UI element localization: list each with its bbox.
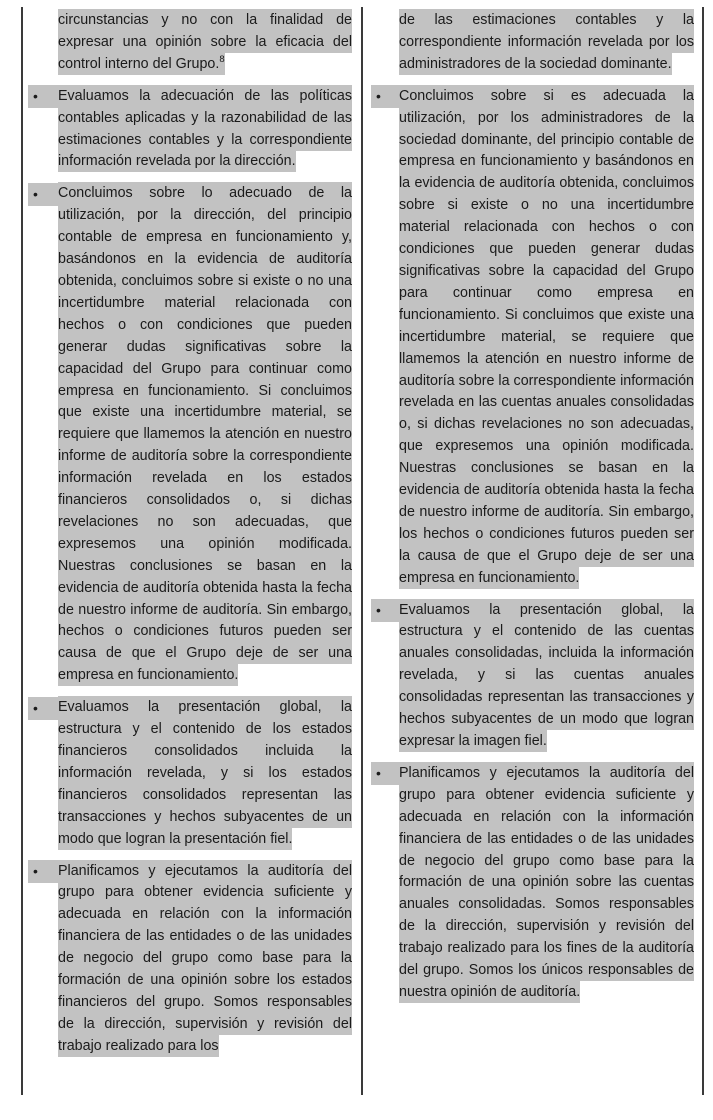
bullet-glyph: • xyxy=(33,185,38,202)
bullet-item xyxy=(24,697,352,850)
bullet-marker xyxy=(371,599,399,622)
paragraph-text: de las estimaciones contables y la correspondiente información revelada por los administradores de la sociedad dominante. xyxy=(399,9,694,75)
bullet-glyph: • xyxy=(33,863,38,880)
bullet-glyph: • xyxy=(33,699,38,716)
bullet-item xyxy=(368,763,694,1004)
bullet-glyph: • xyxy=(376,765,381,782)
bullet-glyph: • xyxy=(33,88,38,105)
bullet-item xyxy=(24,861,352,1058)
bullet-marker xyxy=(28,183,58,206)
continuation-paragraph xyxy=(368,10,694,76)
bullet-marker xyxy=(28,85,58,108)
bullet-item xyxy=(368,86,694,590)
bullet-item xyxy=(24,86,352,174)
bullet-glyph: • xyxy=(376,602,381,619)
paragraph-text: Evaluamos la adecuación de las políticas contables aplicadas y la razonabilidad de las estimaciones contables y la correspondiente información revelada por la dirección. xyxy=(58,85,352,173)
table-border-left xyxy=(21,7,23,1095)
bullet-glyph: • xyxy=(376,88,381,105)
paragraph-text: circunstancias y no con la finalidad de expresar una opinión sobre la eficacia del control interno del Grupo. xyxy=(58,12,352,72)
paragraph-text: Evaluamos la presentación global, la estructura y el contenido de las cuentas anuales consolidadas, incluida la información revelada, y si las cuentas anuales consolidadas representan las transacciones y hechos subyacentes de un modo que logran expresar la imagen fiel. xyxy=(399,599,694,752)
bullet-item xyxy=(24,183,352,687)
bullet-marker xyxy=(371,762,399,785)
paragraph-text: Concluimos sobre lo adecuado de la utilización, por la dirección, del principio contable de empresa en funcionamiento y, basándonos en la evidencia de auditoría obtenida, concluimos sobre si existe o no una incertidumbre material relacionada con hechos o con condiciones que pueden generar dudas significativas sobre la capacidad del Grupo para continuar como empresa en funcionamiento. Si concluimos que existe una incertidumbre material, se requiere que llamemos la atención en nuestro informe de auditoría sobre la correspondiente información revelada en los estados financieros consolidados o, si dichas revelaciones no son adecuadas, que expresemos una opinión modificada. Nuestras conclusiones se basan en la evidencia de auditoría obtenida hasta la fecha de nuestro informe de auditoría. Sin embargo, hechos o condiciones futuros pueden ser causa de que el Grupo deje de ser una empresa en funcionamiento. xyxy=(58,182,352,686)
paragraph-text: Concluimos sobre si es adecuada la utilización, por los administradores de la sociedad dominante, del principio contable de empresa en funcionamiento y basándonos en la evidencia de auditoría obtenida, concluimos sobre si existe o no una incertidumbre material relacionada con hechos o con condiciones que pueden generar dudas significativas sobre la capacidad del Grupo para continuar como empresa en funcionamiento. Si concluimos que existe una incertidumbre material, se requiere que llamemos la atención en nuestro informe de auditoría sobre la correspondiente información revelada en las cuentas anuales consolidadas o, si dichas revelaciones no son adecuadas, que expresemos una opinión modificada. Nuestras conclusiones se basan en la evidencia de auditoría obtenida hasta la fecha de nuestro informe de auditoría. Sin embargo, los hechos o condiciones futuros pueden ser la causa de que el Grupo deje de ser una empresa en funcionamiento. xyxy=(399,85,694,589)
bullet-marker xyxy=(371,85,399,108)
bullet-item xyxy=(368,600,694,753)
paragraph-text: Evaluamos la presentación global, la estructura y el contenido de los estados financieros consolidados incluida la información revelada, y si los estados financieros consolidados representan las transacciones y hechos subyacentes de un modo que logran la presentación fiel. xyxy=(58,696,352,849)
highlighted-text xyxy=(58,9,352,75)
left-column xyxy=(24,0,352,1068)
paragraph-text: Planificamos y ejecutamos la auditoría del grupo para obtener evidencia suficiente y adecuada en relación con la información financiera de las entidades o de las unidades de negocio del grupo como base para la formación de una opinión sobre las cuentas anuales consolidadas. Somos responsables de la dirección, supervisión y revisión del trabajo realizado para los fines de la auditoría del grupo. Somos los únicos responsables de nuestra opinión de auditoría. xyxy=(399,762,694,1003)
footnote-reference: 8 xyxy=(219,54,225,66)
continuation-paragraph xyxy=(24,10,352,76)
bullet-marker xyxy=(28,697,58,720)
table-border-right xyxy=(702,7,704,1095)
paragraph-text: Planificamos y ejecutamos la auditoría del grupo para obtener evidencia suficiente y adecuada en relación con la información financiera de las entidades o de las unidades de negocio del grupo como base para la formación de una opinión sobre los estados financieros del grupo. Somos responsables de la dirección, supervisión y revisión del trabajo realizado para los xyxy=(58,860,352,1057)
right-column xyxy=(368,0,694,1014)
table-border-middle xyxy=(361,7,363,1095)
bullet-marker xyxy=(28,860,58,883)
